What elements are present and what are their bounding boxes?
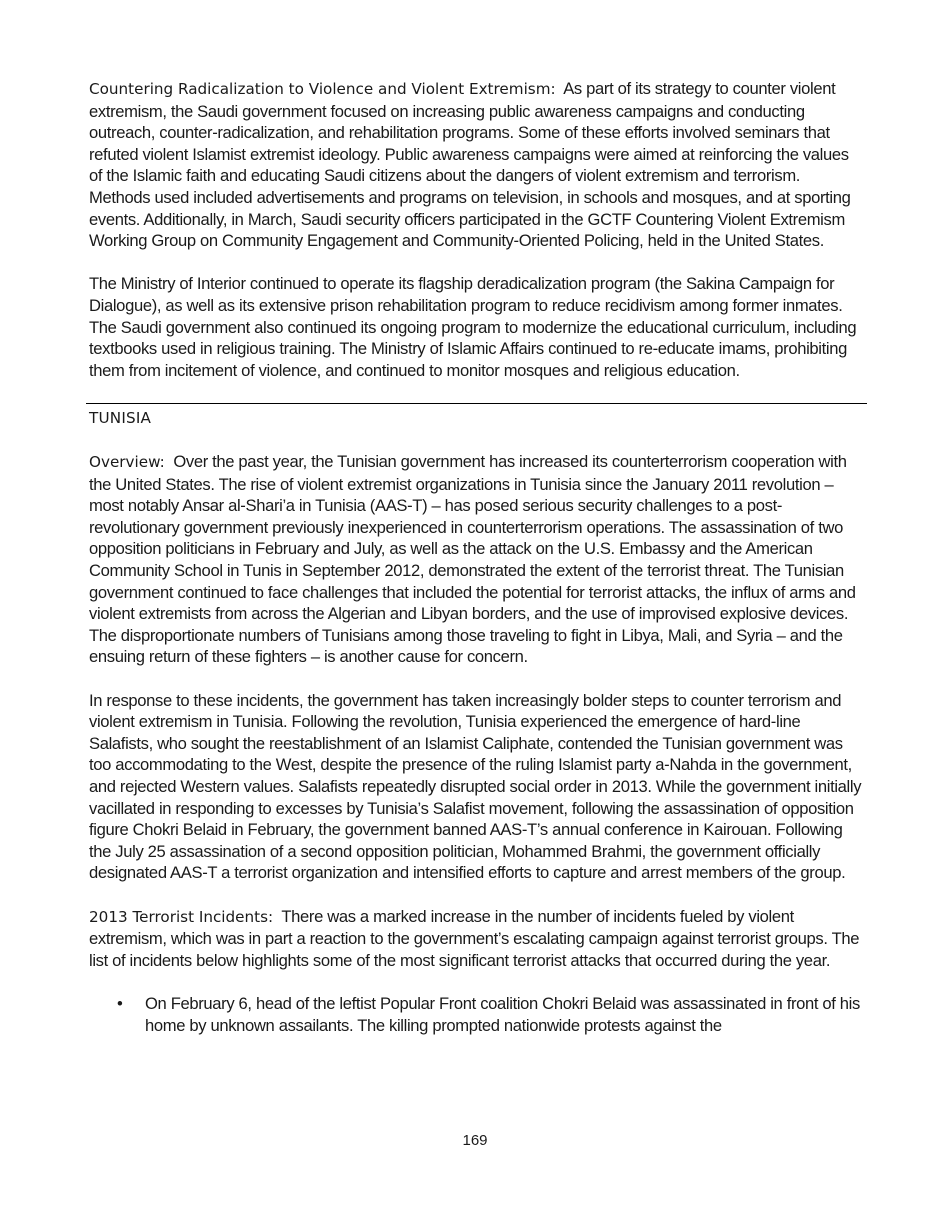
- overview-text: Over the past year, the Tunisian government has increased its counterterrorism cooperation with the United States. The rise of violent extremist organizations in Tunisia since the January 2011 revolution – most notably Ansar al-Shari’a in Tunisia (AAS-T) – has posed serious security challenges to a post-revolutionary government previously inexperienced in counterterrorism operations. The assassination of two opposition politicians in February and July, as well as the attack on the U.S. Embassy and the American Community School in Tunis in September 2012, demonstrated the extent of the terrorist threat. The Tunisian government continued to face challenges that included the potential for terrorist attacks, the influx of arms and violent extremists from across the Algerian and Libyan borders, and the use of improvised explosive devices. The disproportionate numbers of Tunisians among those traveling to fight in Libya, Mali, and Syria – and the ensuing return of these fighters – is another cause for concern.: [89, 452, 856, 667]
- list-item-text: On February 6, head of the leftist Popular Front coalition Chokri Belaid was assassinated in front of his home by unknown assailants. The killing prompted nationwide protests against the: [145, 993, 860, 1035]
- response-paragraph: In response to these incidents, the government has taken increasingly bolder steps to counter terrorism and violent extremism in Tunisia. Following the revolution, Tunisia experienced the emergence of hard-line Salafists, who sought the reestablishment of an Islamist Caliphate, contended the Tunisian government was too accommodating to the West, despite the presence of the ruling Islamist party a-Nahda in the government, and rejected Western values. Salafists repeatedly disrupted social order in 2013. While the government initially vacillated in responding to excesses by Tunisia’s Salafist movement, following the assassination of opposition figure Chokri Belaid in February, the government banned AAS-T’s annual conference in Kairouan. Following the July 25 assassination of a second opposition politician, Mohammed Brahmi, the government officially designated AAS-T a terrorist organization and intensified efforts to capture and arrest members of the group.: [89, 690, 862, 883]
- incidents-text: There was a marked increase in the number of incidents fueled by violent extremism, which was in part a reaction to the government’s escalating campaign against terrorist groups. The list of incidents below highlights some of the most significant terrorist attacks that occurred during the year.: [89, 906, 860, 970]
- ministry-paragraph: The Ministry of Interior continued to operate its flagship deradicalization program (the Sakina Campaign for Dialogue), as well as its extensive prison rehabilitation program to reduce recidivism among former inmates. The Saudi government also continued its ongoing program to modernize the educational curriculum, including textbooks used in religious training. The Ministry of Islamic Affairs continued to re-educate imams, prohibiting them from incitement of violence, and continued to monitor mosques and religious education.: [89, 274, 857, 380]
- incident-list: [89, 993, 864, 1036]
- incidents-heading: 2013 Terrorist Incidents:: [89, 907, 274, 926]
- overview-paragraph: [89, 451, 864, 668]
- cve-heading: Countering Radicalization to Violence and Violent Extremism:: [89, 80, 556, 98]
- overview-heading: Overview:: [89, 453, 165, 472]
- page-number: 169: [462, 1132, 488, 1149]
- cve-text: As part of its strategy to counter violent extremism, the Saudi government focused on increasing public awareness campaigns and conducting outreach, counter-radicalization, and rehabilitation programs. Some of these efforts involved seminars that refuted violent Islamist extremist ideology. Public awareness campaigns were aimed at reinforcing the values of the Islamic faith and educating Saudi citizens about the dangers of violent extremism and terrorism. Methods used included advertisements and programs on television, in schools and mosques, and at sporting events. Additionally, in March, Saudi security officers participated in the GCTF Countering Violent Extremism Working Group on Community Engagement and Community-Oriented Policing, held in the United States.: [89, 79, 851, 251]
- cve-paragraph: [89, 78, 864, 252]
- document-page: [89, 78, 864, 1036]
- list-item: [89, 993, 864, 1036]
- section-title-tunisia: TUNISIA: [89, 408, 152, 427]
- bullet-icon: •: [117, 993, 123, 1013]
- incidents-paragraph: [89, 906, 864, 972]
- section-divider: [86, 403, 867, 404]
